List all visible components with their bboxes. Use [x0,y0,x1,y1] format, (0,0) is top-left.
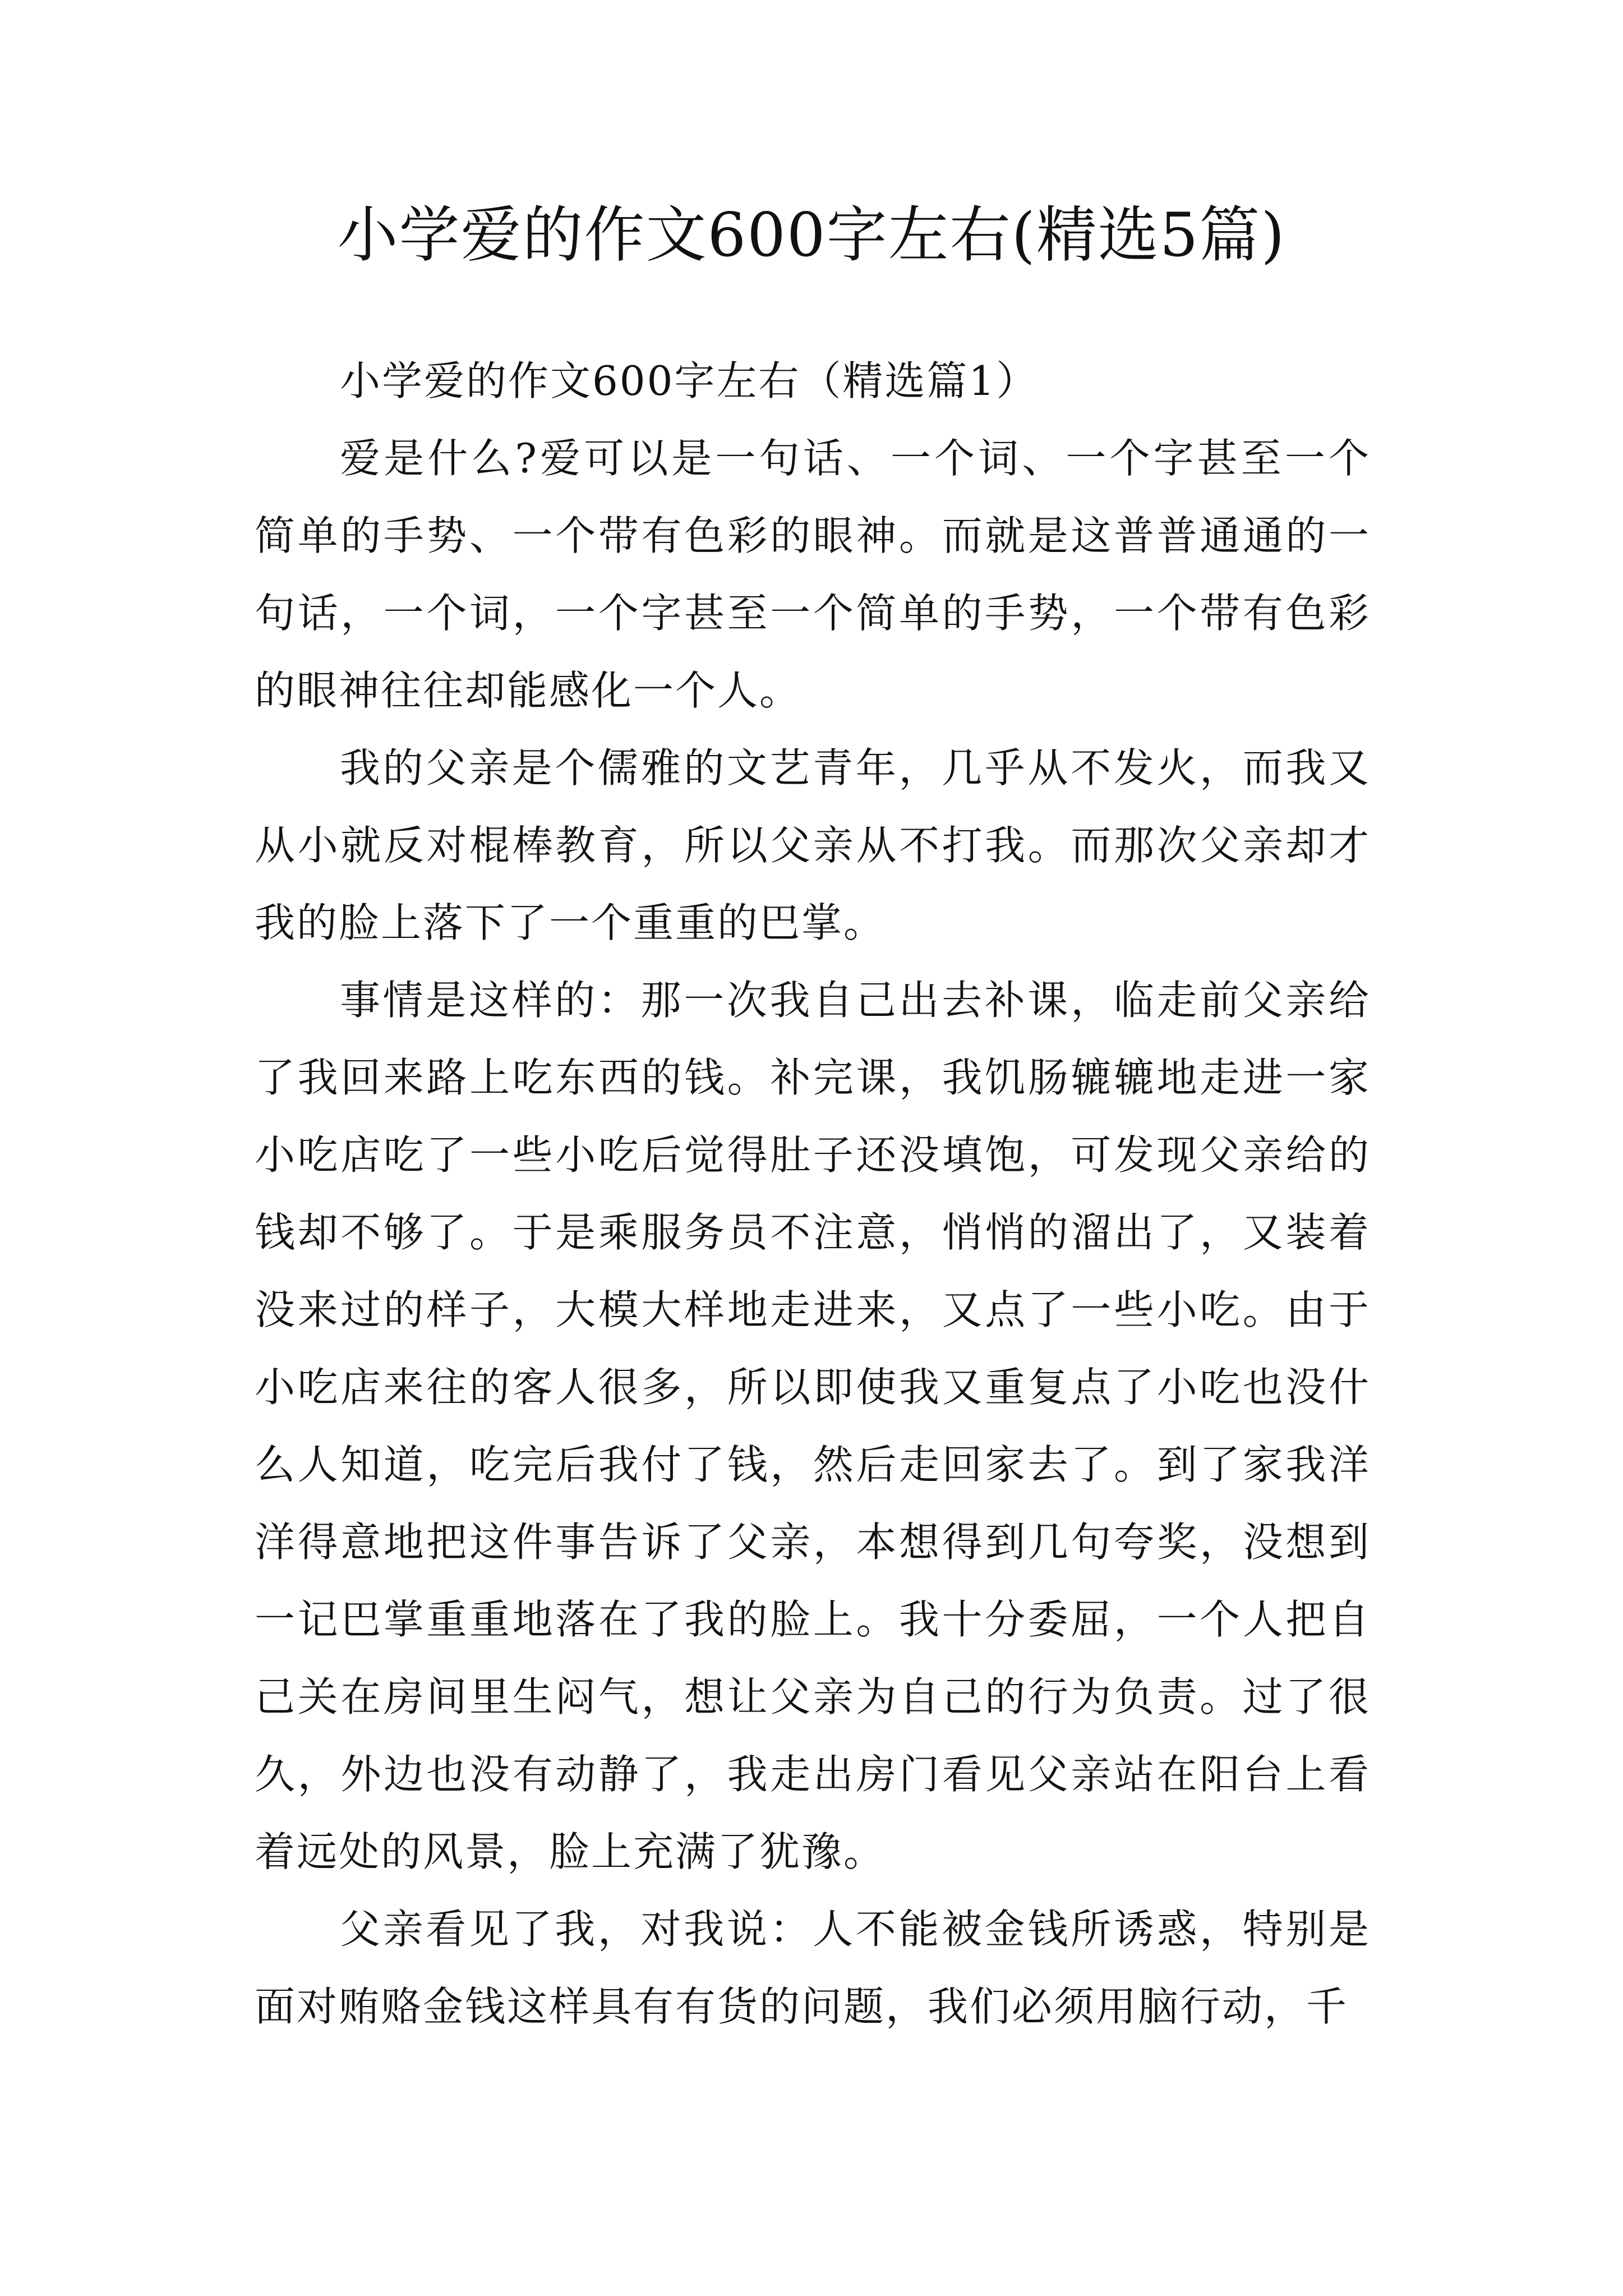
paragraph: 爱是什么?爱可以是一句话、一个词、一个字甚至一个简单的手势、一个带有色彩的眼神。而就是这普普通通的一句话，一个词，一个字甚至一个简单的手势，一个带有色彩的眼神往往却能感化一个人。 [255,435,1371,714]
paragraph: 事情是这样的：那一次我自己出去补课，临走前父亲给了我回来路上吃东西的钱。补完课，我饥肠辘辘地走进一家小吃店吃了一些小吃后觉得肚子还没填饱，可发现父亲给的钱却不够了。于是乘服务员不注意，悄悄的溜出了，又装着没来过的样子，大模大样地走进来，又点了一些小吃。由于小吃店来往的客人很多，所以即使我又重复点了小吃也没什么人知道，吃完后我付了钱，然后走回家去了。到了家我洋洋得意地把这件事告诉了父亲，本想得到几句夸奖，没想到一记巴掌重重地落在了我的脸上。我十分委屈，一个人把自己关在房间里生闷气，想让父亲为自己的行为负责。过了很久，外边也没有动静了，我走出房门看见父亲站在阳台上看着远处的风景，脸上充满了犹豫。 [255,977,1371,1875]
document-title: 小学爱的作文600字左右(精选5篇) [337,200,1286,270]
document-body [255,342,1371,2045]
paragraph: 我的父亲是个儒雅的文艺青年，几乎从不发火，而我又从小就反对棍棒教育，所以父亲从不打我。而那次父亲却才我的脸上落下了一个重重的巴掌。 [255,744,1371,946]
paragraph: 父亲看见了我，对我说：人不能被金钱所诱惑，特别是面对贿赂金钱这样具有有货的问题，我们必须用脑行动，千 [255,1906,1371,2030]
section-heading: 小学爱的作文600字左右（精选篇1） [340,357,1039,404]
